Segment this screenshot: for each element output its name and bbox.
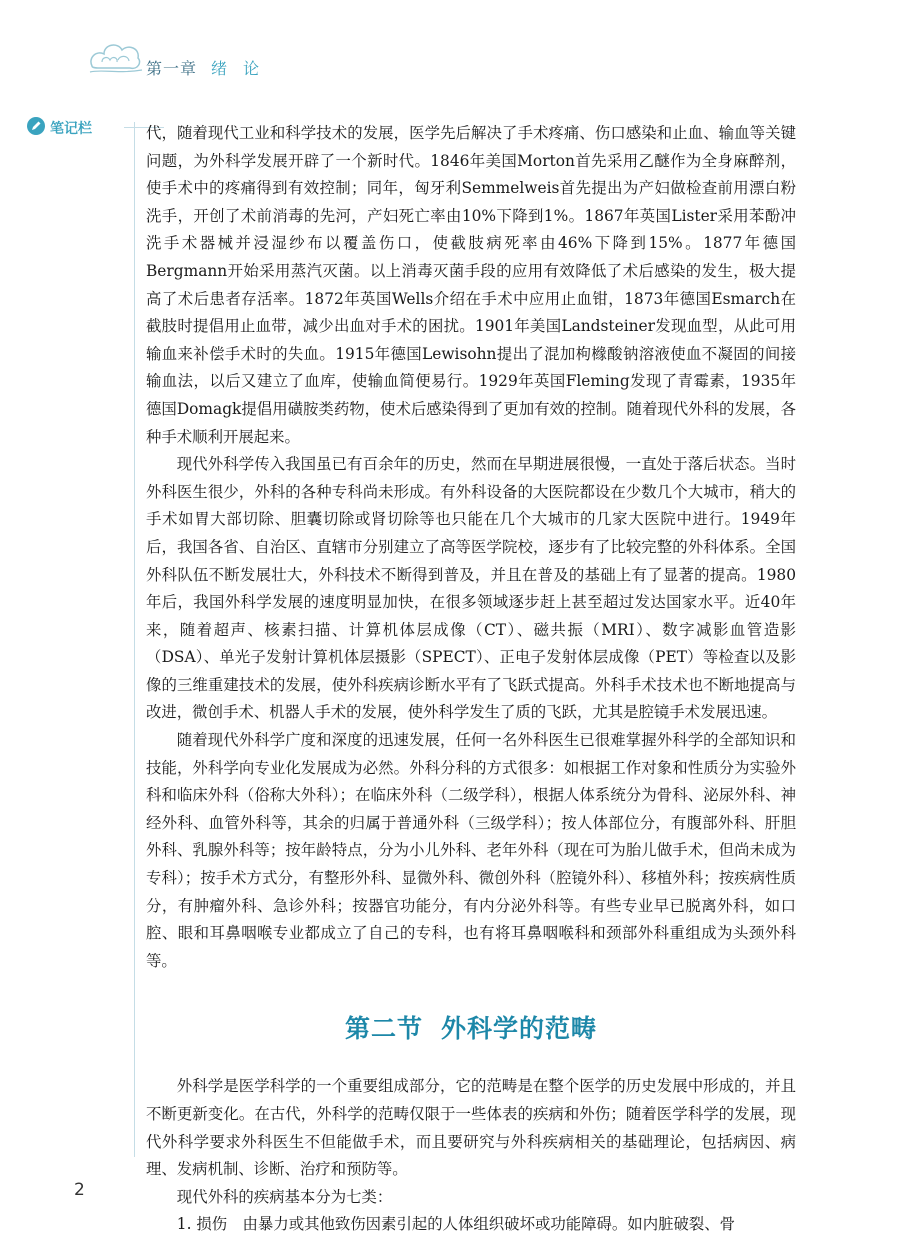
paragraph-history-continued: 代，随着现代工业和科学技术的发展，医学先后解决了手术疼痛、伤口感染和止血、输血等关键问题，为外科学发展开辟了一个新时代。1846年美国Morton首先采用乙醚作为全身麻醉剂，使手术中的疼痛得到有效控制；同年，匈牙利Semmelweis首先提出为产妇做检查前用漂白粉洗手，开创了术前消毒的先河，产妇死亡率由10%下降到1%。1867年英国Lister采用苯酚冲洗手术器械并浸湿纱布以覆盖伤口，使截肢病死率由46%下降到15%。1877年德国Bergmann开始采用蒸汽灭菌。以上消毒灭菌手段的应用有效降低了术后感染的发生，极大提高了术后患者存活率。1872年英国Wells介绍在手术中应用止血钳，1873年德国Esmarch在截肢时提倡用止血带，减少出血对手术的困扰。1901年美国Landsteiner发现血型，从此可用输血来补偿手术时的失血。1915年德国Lewisohn提出了混加枸橼酸钠溶液使血不凝固的间接输血法，以后又建立了血库，使输血简便易行。1929年英国Fleming发现了青霉素，1935年德国Domagk提倡用磺胺类药物，使术后感染得到了更加有效的控制。随着现代外科的发展，各种手术顺利开展起来。 bbox=[146, 124, 796, 446]
paragraph-seven-categories: 现代外科的疾病基本分为七类： bbox=[176, 1187, 393, 1206]
notes-label: 笔记栏 bbox=[50, 121, 92, 137]
chapter-heading bbox=[146, 56, 275, 79]
section-number: 第二节 bbox=[344, 1014, 423, 1044]
notes-pencil-icon bbox=[26, 116, 46, 136]
section-title: 外科学的范畴 bbox=[441, 1014, 598, 1044]
section-heading bbox=[146, 1009, 796, 1045]
paragraph-scope: 外科学是医学科学的一个重要组成部分，它的范畴是在整个医学的历史发展中形成的，并且不断更新变化。在古代，外科学的范畴仅限于一些体表的疾病和外伤；随着医学科学的发展，现代外科学要求外科医生不但能做手术，而且要研究与外科疾病相关的基础理论，包括病因、病理、发病机制、诊断、治疗和预防等。 bbox=[146, 1077, 796, 1179]
paragraph-injury: 1. 损伤 由暴力或其他致伤因素引起的人体组织破坏或功能障碍。如内脏破裂、骨 bbox=[176, 1215, 736, 1234]
chapter-number: 第一章 bbox=[146, 59, 198, 78]
page-number: 2 bbox=[74, 1180, 85, 1200]
chapter-title: 绪论 bbox=[211, 59, 276, 78]
page-header bbox=[0, 0, 900, 110]
paragraph-specialization: 随着现代外科学广度和深度的迅速发展，任何一名外科医生已很难掌握外科学的全部知识和技能，外科学向专业化发展成为必然。外科分科的方式很多：如根据工作对象和性质分为实验外科和临床外科（俗称大外科）；在临床外科（二级学科），根据人体系统分为骨科、泌尿外科、神经外科、血管外科等，其余的归属于普通外科（三级学科）；按人体部位分，有腹部外科、肝胆外科、乳腺外科等；按年龄特点，分为小儿外科、老年外科（现在可为胎儿做手术，但尚未成为专科）；按手术方式分，有整形外科、显微外科、微创外科（腔镜外科）、移植外科；按疾病性质分，有肿瘤外科、急诊外科；按器官功能分，有内分泌外科等。有些专业早已脱离外科，如口腔、眼和耳鼻咽喉专业都成立了自己的专科，也有将耳鼻咽喉科和颈部外科重组成为头颈外科等。 bbox=[146, 731, 796, 970]
cloud-ornament-icon bbox=[88, 36, 144, 76]
body-text bbox=[146, 120, 796, 1239]
margin-rule bbox=[134, 122, 135, 1157]
paragraph-china-surgery: 现代外科学传入我国虽已有百余年的历史，然而在早期进展很慢，一直处于落后状态。当时外科医生很少，外科的各种专科尚未形成。有外科设备的大医院都设在少数几个大城市，稍大的手术如胃大部切除、胆囊切除或肾切除等也只能在几个大城市的几家大医院中进行。1949年后，我国各省、自治区、直辖市分别建立了高等医学院校，逐步有了比较完整的外科体系。全国外科队伍不断发展壮大，外科技术不断得到普及，并且在普及的基础上有了显著的提高。1980年后，我国外科学发展的速度明显加快，在很多领域逐步赶上甚至超过发达国家水平。近40年来，随着超声、核素扫描、计算机体层成像（CT）、磁共振（MRI）、数字减影血管造影（DSA）、单光子发射计算机体层摄影（SPECT）、正电子发射体层成像（PET）等检查以及影像的三维重建技术的发展，使外科疾病诊断水平有了飞跃式提高。外科手术技术也不断地提高与改进，微创手术、机器人手术的发展，使外科学发生了质的飞跃，尤其是腔镜手术发展迅速。 bbox=[146, 455, 796, 722]
